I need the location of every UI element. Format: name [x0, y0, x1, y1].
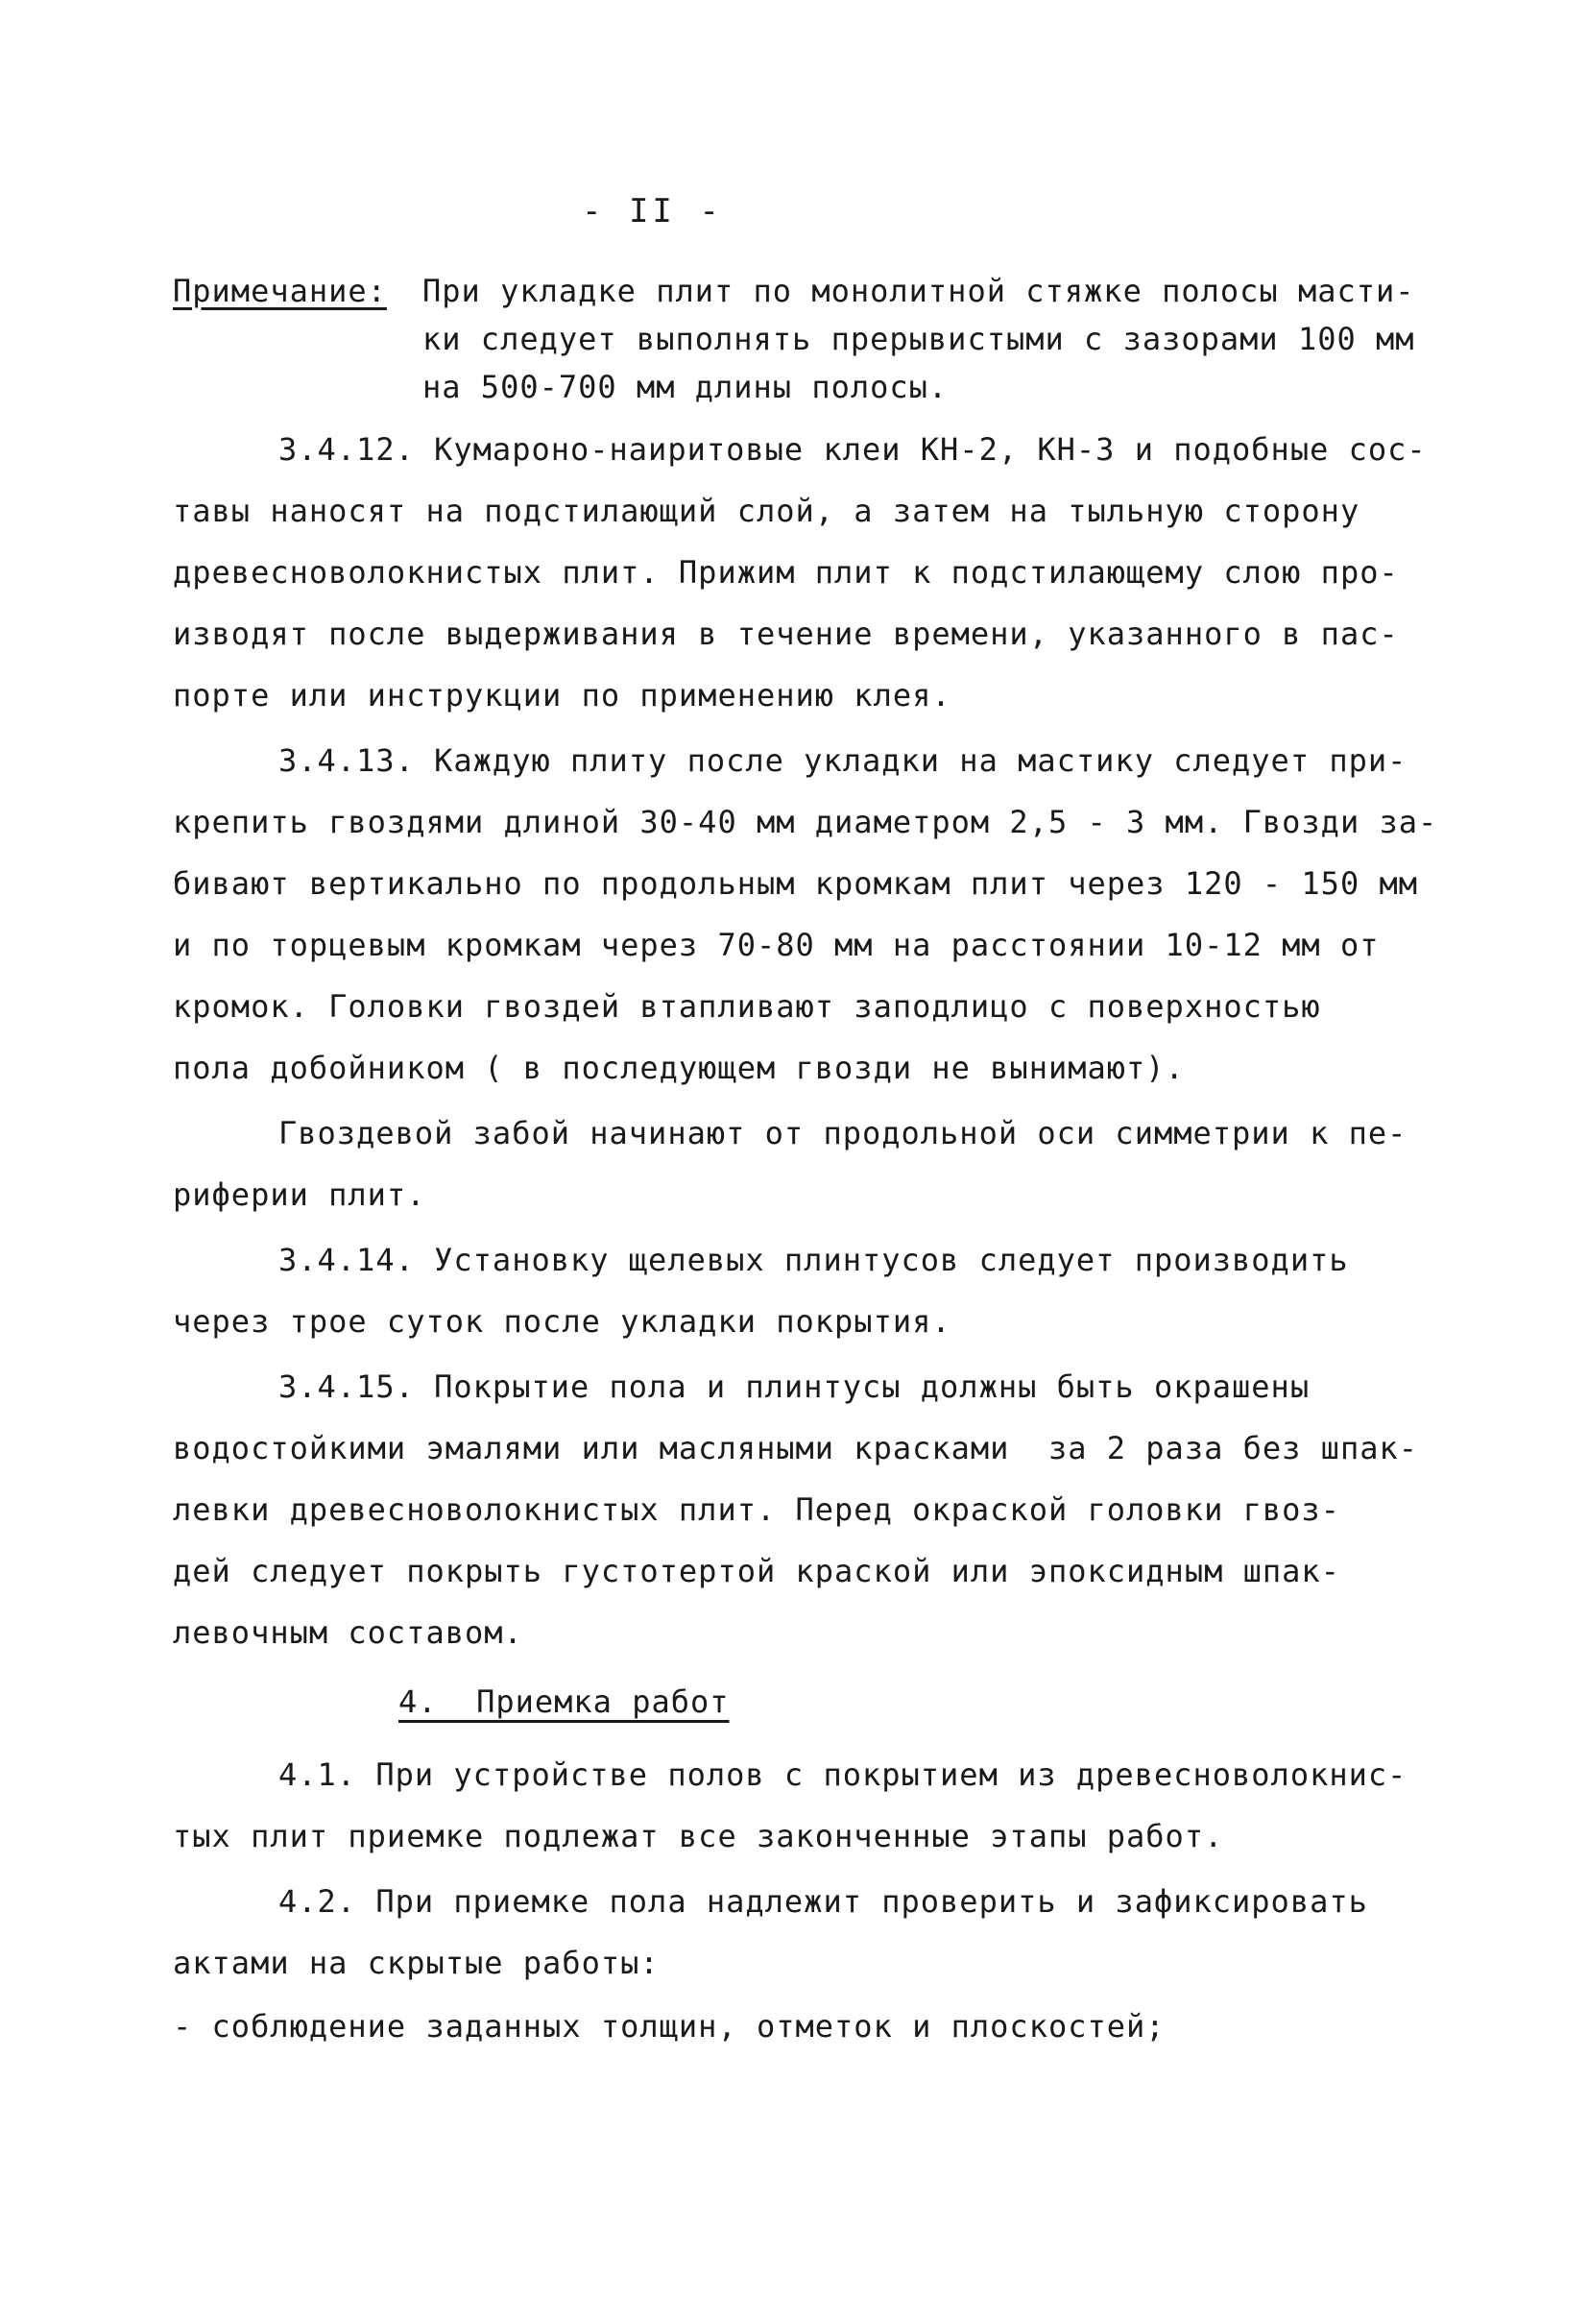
list-item: - соблюдение заданных толщин, отметок и плоскостей;	[173, 2008, 1166, 2045]
note-label: Примечание:	[173, 273, 387, 309]
paragraph-line: левки древесноволокнистых плит. Перед окраской головки гвоз-	[173, 1491, 1340, 1528]
paragraph-line: порте или инструкции по применению клея.	[173, 677, 951, 714]
paragraph-line: древесноволокнистых плит. Прижим плит к подстилающему слою про-	[173, 554, 1399, 591]
paragraph-line: 3.4.13. Каждую плиту после укладки на мастику следует при-	[278, 742, 1408, 779]
note-line: на 500-700 мм длины полосы.	[422, 369, 949, 405]
paragraph-line: изводят после выдерживания в течение времени, указанного в пас-	[173, 616, 1399, 652]
paragraph-line: крепить гвоздями длиной 30-40 мм диаметром 2,5 - 3 мм. Гвозди за-	[173, 804, 1438, 840]
paragraph-line: 3.4.12. Кумароно-наиритовые клеи КН-2, КН-3 и подобные сос-	[278, 431, 1427, 468]
paragraph-line: бивают вертикально по продольным кромкам плит через 120 - 150 мм	[173, 865, 1418, 902]
paragraph-line: левочным составом.	[173, 1614, 523, 1651]
paragraph-line: тавы наносят на подстилающий слой, а затем на тыльную сторону	[173, 493, 1360, 529]
paragraph-line: дей следует покрыть густотертой краской или эпоксидным шпак-	[173, 1553, 1340, 1589]
paragraph-line: водостойкими эмалями или масляными красками за 2 раза без шпак-	[173, 1430, 1418, 1466]
section-heading: 4. Приемка работ	[398, 1683, 730, 1720]
paragraph-line: кромок. Головки гвоздей втапливают заподлицо с поверхностью	[173, 988, 1321, 1025]
note-line: При укладке плит по монолитной стяжке полосы масти-	[422, 273, 1415, 309]
paragraph-line: 4.2. При приемке пола надлежит проверить и зафиксировать	[278, 1883, 1368, 1920]
paragraph-line: Гвоздевой забой начинают от продольной оси симметрии к пе-	[278, 1115, 1408, 1151]
paragraph-line: 3.4.14. Установку щелевых плинтусов следует производить	[278, 1242, 1349, 1278]
paragraph-line: 4.1. При устройстве полов с покрытием из древесноволокнис-	[278, 1756, 1408, 1793]
paragraph-line: через трое суток после укладки покрытия.	[173, 1303, 951, 1340]
paragraph-line: актами на скрытые работы:	[173, 1945, 660, 1981]
paragraph-line: и по торцевым кромкам через 70-80 мм на расстоянии 10-12 мм от	[173, 927, 1380, 963]
paragraph-line: пола добойником ( в последующем гвозди не вынимают).	[173, 1050, 1185, 1086]
note-line: ки следует выполнять прерывистыми с зазорами 100 мм	[422, 321, 1415, 357]
page-number: - II -	[582, 192, 723, 230]
paragraph-line: риферии плит.	[173, 1176, 426, 1213]
paragraph-line: 3.4.15. Покрытие пола и плинтусы должны быть окрашены	[278, 1368, 1311, 1405]
paragraph-line: тых плит приемке подлежат все законченные этапы работ.	[173, 1818, 1224, 1854]
